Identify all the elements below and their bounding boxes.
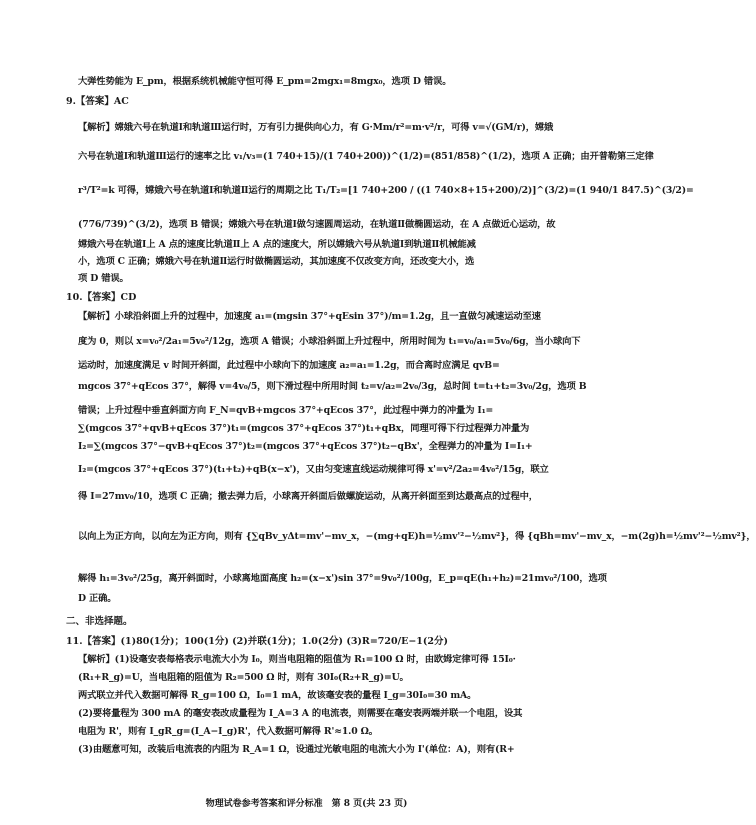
answer-heading-q9: 9.【答案】AC	[66, 96, 129, 107]
text-line: 度为 0，则以 x=v₀²/2a₁=5v₀²/12g，选项 A 错误；小球沿斜面上升过程中，所用时间为 t₁=v₀/a₁=5v₀/6g，当小球向下	[78, 336, 581, 347]
text-line: 运动时，加速度满足 v 时间开斜面，此过程中小球向下的加速度 a₂=a₁=1.2g，而合离时应满足 qvB=	[78, 360, 500, 371]
text-line: 大弹性势能为 E_pm，根据系统机械能守恒可得 E_pm=2mgx₁=8mgx₀，选项 D 错误。	[78, 76, 452, 87]
text-line: 【解析】嫦娥六号在轨道Ⅰ和轨道Ⅲ运行时，万有引力提供向心力，有 G·Mm/r²=m·v²/r，可得 v=√(GM/r)，嫦娥	[78, 122, 554, 133]
text-line: 电阻为 R'，则有 I_gR_g=(I_A−I_g)R'，代入数据可解得 R'≈1.0 Ω。	[78, 726, 378, 737]
text-line: I₂=∑(mgcos 37°−qvB+qEcos 37°)t₂=(mgcos 37°+qEcos 37°)t₂−qBx'，全程弹力的冲量为 I=I₁+	[78, 441, 533, 452]
text-line: 以向上为正方向，以向左为正方向，则有 {∑qBv_yΔt=mv'−mv_x，−(mg+qE)h=½mv'²−½mv²}，得 {qBh=mv'−mv_x，−m(2g)h=½mv'²−½mv²}，	[78, 531, 756, 542]
page-footer: 物理试卷参考答案和评分标准 第 8 页(共 23 页)	[205, 799, 408, 809]
text-line: r³/T²=k 可得，嫦娥六号在轨道Ⅰ和轨道Ⅱ运行的周期之比 T₁/T₂=[1 740+200 / ((1 740×8+15+200)/2)]^(3/2)=(1 940/1 847.5)^(3/2)=	[78, 185, 694, 196]
text-line: 解得 h₁=3v₀²/25g，离开斜面时，小球离地面高度 h₂=(x−x')sin 37°=9v₀²/100g，E_p=qE(h₁+h₂)=21mv₀²/100，选项	[78, 573, 607, 584]
text-line: 两式联立并代入数据可解得 R_g=100 Ω，I₀=1 mA，故该毫安表的量程 I_g=30I₀=30 mA。	[78, 690, 477, 701]
text-line: I₂=(mgcos 37°+qEcos 37°)(t₁+t₂)+qB(x−x')，又由匀变速直线运动规律可得 x'=v²/2a₂=4v₀²/15g，联立	[78, 464, 549, 475]
text-line: 嫦娥六号在轨道Ⅰ上 A 点的速度比轨道Ⅱ上 A 点的速度大，所以嫦娥六号从轨道Ⅰ到轨道Ⅱ机械能减	[78, 239, 476, 250]
text-line: 错误；上升过程中垂直斜面方向 F_N=qvB+mgcos 37°+qEcos 37°，此过程中弹力的冲量为 I₁=	[78, 405, 494, 416]
text-line: 小，选项 C 正确；嫦娥六号在轨道Ⅱ运行时做椭圆运动，其加速度不仅改变方向，还改变大小，选	[78, 256, 475, 267]
text-line: 得 I=27mv₀/10，选项 C 正确；撤去弹力后，小球离开斜面后做螺旋运动，从离开斜面至到达最高点的过程中，	[78, 491, 538, 502]
text-line: D 正确。	[78, 593, 117, 604]
text-line: (776/739)^(3/2)，选项 B 错误；嫦娥六号在轨道Ⅰ做匀速圆周运动，在轨道Ⅱ做椭圆运动，在 A 点做近心运动，故	[78, 219, 556, 230]
text-line: (2)要将量程为 300 mA 的毫安表改成量程为 I_A=3 A 的电流表，则需要在毫安表两端并联一个电阻，设其	[78, 708, 523, 719]
text-line: 项 D 错误。	[78, 273, 129, 284]
section-heading: 二、非选择题。	[66, 616, 133, 627]
text-line: 【解析】小球沿斜面上升的过程中，加速度 a₁=(mgsin 37°+qEsin 37°)/m=1.2g，且一直做匀减速运动至速	[78, 311, 541, 322]
text-line: ∑(mgcos 37°+qvB+qEcos 37°)t₁=(mgcos 37°+qEcos 37°)t₁+qBx，同理可得下行过程弹力冲量为	[78, 423, 530, 434]
answer-heading-q10: 10.【答案】CD	[66, 292, 137, 303]
text-line: mgcos 37°+qEcos 37°，解得 v=4v₀/5，则下滑过程中所用时间 t₂=v/a₂=2v₀/3g，总时间 t=t₁+t₂=3v₀/2g，选项 B	[78, 381, 587, 392]
text-line: (R₁+R_g)=U，当电阻箱的阻值为 R₂=500 Ω 时，则有 30I₀(R₂+R_g)=U。	[78, 672, 409, 683]
text-line: 六号在轨道Ⅰ和轨道Ⅲ运行的速率之比 v₁/v₃=(1 740+15)/(1 740+200))^(1/2)=(851/858)^(1/2)，选项 A 正确；由开普勒第三定律	[78, 151, 654, 162]
text-line: (3)由题意可知，改装后电流表的内阻为 R_A=1 Ω，设通过光敏电阻的电流大小为 I'(单位：A)，则有(R+	[78, 744, 515, 755]
answer-heading-q11: 11.【答案】(1)80(1分)；100(1分) (2)并联(1分)；1.0(2分) (3)R=720/E−1(2分)	[66, 636, 448, 647]
text-line: 【解析】(1)设毫安表每格表示电流大小为 I₀，则当电阻箱的阻值为 R₁=100 Ω 时，由欧姆定律可得 15I₀·	[78, 654, 516, 665]
